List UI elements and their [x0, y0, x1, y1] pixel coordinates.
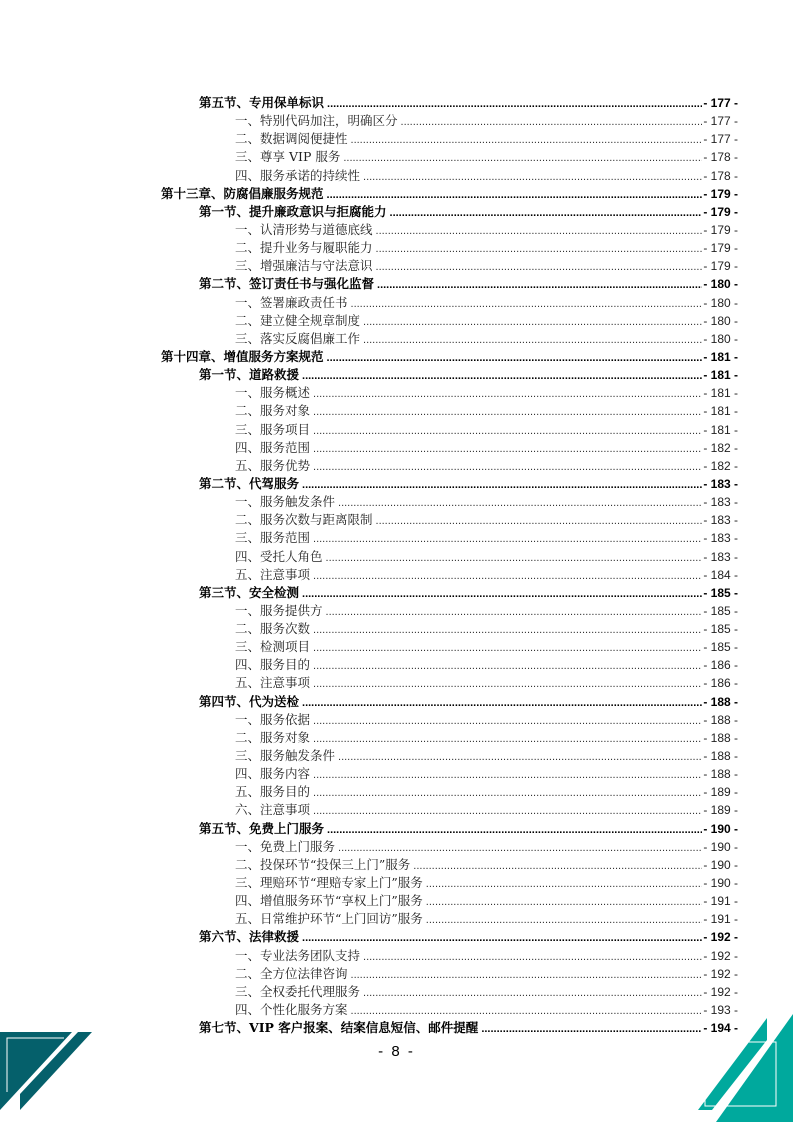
toc-entry-title: 三、检测项目 — [235, 639, 311, 655]
dot-leader — [343, 149, 702, 167]
toc-entry-page: - 180 - — [703, 313, 738, 328]
toc-entry-item[interactable] — [235, 892, 738, 910]
toc-entry-page: - 185 - — [703, 603, 738, 618]
toc-entry-item[interactable] — [235, 566, 738, 584]
toc-entry-page: - 192 - — [703, 930, 738, 945]
toc-entry-page: - 180 - — [703, 331, 738, 346]
toc-entry-item[interactable] — [235, 729, 738, 747]
dot-leader — [351, 1002, 703, 1020]
toc-entry-item[interactable] — [235, 874, 738, 892]
toc-entry-item[interactable] — [235, 511, 738, 529]
toc-entry-page: - 188 - — [703, 712, 738, 727]
dot-leader — [481, 1020, 702, 1038]
toc-entry-page: - 180 - — [703, 295, 738, 310]
toc-entry-title: 五、服务目的 — [235, 784, 311, 800]
toc-entry-page: - 183 - — [703, 549, 738, 564]
dot-leader — [401, 113, 703, 131]
toc-entry-title: 一、特别代码加注，明确区分 — [235, 113, 398, 129]
toc-entry-item[interactable] — [235, 384, 738, 402]
toc-entry-title: 四、服务内容 — [235, 766, 311, 782]
toc-entry-title: 二、全方位法律咨询 — [235, 965, 348, 981]
dot-leader — [302, 585, 702, 603]
toc-entry-section[interactable] — [199, 820, 738, 838]
toc-entry-title: 二、服务对象 — [235, 729, 311, 745]
dot-leader — [313, 530, 702, 548]
toc-entry-title: 第十四章、增值服务方案规范 — [161, 348, 324, 364]
dot-leader — [376, 240, 703, 258]
toc-entry-title: 二、提升业务与履职能力 — [235, 240, 373, 256]
toc-entry-item[interactable] — [235, 294, 738, 312]
toc-entry-item[interactable] — [235, 457, 738, 475]
toc-entry-page: - 192 - — [703, 966, 738, 981]
toc-entry-item[interactable] — [235, 402, 738, 420]
toc-entry-page: - 194 - — [703, 1021, 738, 1036]
toc-entry-page: - 179 - — [703, 259, 738, 274]
toc-entry-title: 第三节、安全检测 — [199, 584, 300, 600]
toc-entry-page: - 189 - — [703, 803, 738, 818]
dot-leader — [313, 639, 702, 657]
toc-entry-item[interactable] — [235, 620, 738, 638]
dot-leader — [313, 657, 702, 675]
toc-entry-title: 四、服务范围 — [235, 439, 311, 455]
toc-entry-title: 二、建立健全规章制度 — [235, 312, 361, 328]
toc-entry-section[interactable] — [199, 275, 738, 293]
toc-entry-item[interactable] — [235, 1001, 738, 1019]
toc-entry-item[interactable] — [235, 674, 738, 692]
toc-entry-page: - 178 - — [703, 168, 738, 183]
dot-leader — [313, 458, 702, 476]
toc-entry-page: - 184 - — [703, 567, 738, 582]
dot-leader — [326, 603, 703, 621]
toc-entry-section[interactable] — [199, 928, 738, 946]
toc-entry-title: 二、数据调阅便捷性 — [235, 131, 348, 147]
toc-entry-item[interactable] — [235, 801, 738, 819]
dot-leader — [313, 440, 702, 458]
toc-entry-page: - 188 - — [703, 767, 738, 782]
dot-leader — [327, 349, 703, 367]
toc-entry-item[interactable] — [235, 493, 738, 511]
toc-entry-title: 一、签署廉政责任书 — [235, 294, 348, 310]
toc-entry-page: - 190 - — [703, 857, 738, 872]
toc-entry-item[interactable] — [235, 783, 738, 801]
toc-entry-title: 二、服务次数 — [235, 621, 311, 637]
dot-leader — [363, 331, 702, 349]
toc-entry-page: - 193 - — [703, 1003, 738, 1017]
dot-leader — [313, 675, 702, 693]
dot-leader — [313, 422, 702, 440]
toc-entry-title: 三、服务项目 — [235, 421, 311, 437]
corner-decoration-bottom-right — [690, 1008, 793, 1122]
toc-entry-title: 第四节、代为送检 — [199, 693, 300, 709]
toc-entry-page: - 191 - — [703, 894, 738, 909]
toc-entry-page: - 191 - — [703, 912, 738, 927]
toc-entry-item[interactable] — [235, 602, 738, 620]
toc-entry-page: - 177 - — [703, 132, 738, 147]
toc-entry-page: - 186 - — [703, 676, 738, 691]
dot-leader — [313, 802, 702, 820]
toc-entry-page: - 178 - — [703, 150, 738, 165]
dot-leader — [363, 168, 702, 186]
toc-entry-item[interactable] — [235, 910, 738, 928]
toc-entry-item[interactable] — [235, 221, 738, 239]
dot-leader — [338, 839, 702, 857]
toc-entry-item[interactable] — [235, 965, 738, 983]
toc-entry-title: 第六节、法律救援 — [199, 929, 300, 945]
toc-entry-page: - 181 - — [703, 422, 738, 437]
dot-leader — [413, 857, 702, 875]
toc-entry-title: 一、认清形势与道德底线 — [235, 221, 373, 237]
toc-entry-page: - 179 - — [703, 186, 738, 201]
toc-entry-title: 三、服务触发条件 — [235, 748, 336, 764]
toc-entry-title: 第一节、提升廉政意识与拒腐能力 — [199, 203, 387, 219]
toc-entry-title: 第五节、专用保单标识 — [199, 95, 325, 110]
dot-leader — [426, 893, 703, 911]
toc-entry-item[interactable] — [235, 330, 738, 348]
dot-leader — [313, 567, 702, 585]
toc-entry-page: - 177 - — [703, 114, 738, 129]
toc-entry-page: - 186 - — [703, 658, 738, 673]
dot-leader — [426, 911, 703, 929]
dot-leader — [302, 367, 702, 385]
toc-entry-item[interactable] — [235, 638, 738, 656]
toc-entry-page: - 183 - — [703, 476, 738, 491]
toc-entry-title: 一、服务概述 — [235, 385, 311, 401]
dot-leader — [351, 295, 703, 313]
toc-entry-page: - 181 - — [703, 368, 738, 383]
toc-entry-item[interactable] — [235, 421, 738, 439]
dot-leader — [376, 258, 703, 276]
dot-leader — [313, 784, 702, 802]
toc-entry-title: 一、专业法务团队支持 — [235, 947, 361, 963]
toc-entry-title: 一、服务触发条件 — [235, 494, 336, 510]
toc-entry-title: 第七节、VIP 客户报案、结案信息短信、邮件提醒 — [199, 1020, 479, 1036]
toc-entry-item[interactable] — [235, 148, 738, 166]
toc-entry-page: - 183 - — [703, 495, 738, 510]
toc-entry-page: - 177 - — [703, 96, 738, 110]
dot-leader — [376, 512, 703, 530]
toc-entry-item[interactable] — [235, 312, 738, 330]
toc-entry-title: 四、服务目的 — [235, 657, 311, 673]
dot-leader — [363, 948, 702, 966]
dot-leader — [338, 748, 702, 766]
toc-entry-section[interactable] — [199, 693, 738, 711]
toc-entry-page: - 179 - — [703, 241, 738, 256]
toc-entry-page: - 185 - — [703, 585, 738, 600]
toc-entry-title: 五、注意事项 — [235, 675, 311, 691]
toc-entry-section[interactable] — [199, 1019, 738, 1037]
toc-entry-title: 第十三章、防腐倡廉服务规范 — [161, 185, 324, 201]
toc-entry-item[interactable] — [235, 765, 738, 783]
toc-entry-section[interactable] — [199, 475, 738, 493]
dot-leader — [363, 984, 702, 1002]
toc-entry-title: 三、增强廉洁与守法意识 — [235, 258, 373, 274]
toc-entry-item[interactable] — [235, 856, 738, 874]
toc-entry-title: 三、落实反腐倡廉工作 — [235, 330, 361, 346]
toc-entry-title: 四、受托人角色 — [235, 548, 323, 564]
toc-entry-section[interactable] — [199, 584, 738, 602]
toc-entry-title: 四、增值服务环节“享权上门”服务 — [235, 893, 423, 909]
toc-entry-page: - 180 - — [703, 277, 738, 292]
toc-entry-item[interactable] — [235, 167, 738, 185]
dot-leader — [302, 694, 702, 712]
dot-leader — [313, 766, 702, 784]
toc-entry-page: - 181 - — [703, 386, 738, 401]
toc-entry-item[interactable] — [235, 130, 738, 148]
toc-entry-section[interactable] — [199, 94, 738, 112]
dot-leader — [302, 476, 702, 494]
toc-entry-title: 三、全权委托代理服务 — [235, 983, 361, 999]
toc-entry-page: - 183 - — [703, 513, 738, 528]
dot-leader — [390, 204, 703, 222]
corner-decoration-bottom-left — [0, 1022, 110, 1122]
dot-leader — [426, 875, 703, 893]
toc-entry-item[interactable] — [235, 529, 738, 547]
toc-entry-page: - 181 - — [703, 404, 738, 419]
toc-entry-page: - 183 - — [703, 531, 738, 546]
toc-entry-title: 第五节、免费上门服务 — [199, 820, 325, 836]
toc-entry-chapter[interactable] — [161, 348, 738, 366]
toc-entry-item[interactable] — [235, 747, 738, 765]
toc-entry-title: 六、注意事项 — [235, 802, 311, 818]
dot-leader — [313, 621, 702, 639]
dot-leader — [313, 730, 702, 748]
toc-entry-title: 一、免费上门服务 — [235, 838, 336, 854]
dot-leader — [313, 385, 702, 403]
toc-entry-page: - 192 - — [703, 948, 738, 963]
toc-entry-item[interactable] — [235, 838, 738, 856]
toc-entry-title: 三、服务范围 — [235, 530, 311, 546]
toc-entry-title: 三、理赔环节“理赔专家上门”服务 — [235, 875, 423, 891]
toc-entry-section[interactable] — [199, 203, 738, 221]
dot-leader — [351, 131, 703, 149]
toc-entry-item[interactable] — [235, 947, 738, 965]
toc-entry-page: - 190 - — [703, 839, 738, 854]
toc-entry-page: - 182 - — [703, 458, 738, 473]
toc-entry-title: 五、服务优势 — [235, 457, 311, 473]
toc-entry-title: 二、投保环节“投保三上门”服务 — [235, 856, 411, 872]
toc-entry-item[interactable] — [235, 548, 738, 566]
toc-entry-title: 第二节、代驾服务 — [199, 475, 300, 491]
toc-entry-page: - 188 - — [703, 749, 738, 764]
toc-entry-page: - 179 - — [703, 204, 738, 219]
toc-entry-title: 一、服务依据 — [235, 711, 311, 727]
toc-entry-page: - 192 - — [703, 984, 738, 999]
dot-leader — [351, 966, 703, 984]
toc-entry-page: - 181 - — [703, 349, 738, 364]
toc-entry-page: - 185 - — [703, 622, 738, 637]
dot-leader — [326, 549, 703, 567]
toc-entry-title: 一、服务提供方 — [235, 602, 323, 618]
dot-leader — [313, 712, 702, 730]
toc-entry-item[interactable] — [235, 239, 738, 257]
dot-leader — [302, 929, 702, 947]
toc-entry-item[interactable] — [235, 439, 738, 457]
toc-entry-item[interactable] — [235, 112, 738, 130]
dot-leader — [376, 222, 703, 240]
dot-leader — [338, 494, 702, 512]
toc-entry-page: - 188 - — [703, 730, 738, 745]
toc-entry-title: 第二节、签订责任书与强化监督 — [199, 276, 375, 292]
toc-entry-title: 第一节、道路救援 — [199, 367, 300, 383]
toc-entry-title: 五、注意事项 — [235, 566, 311, 582]
toc-entry-title: 三、尊享 VIP 服务 — [235, 149, 341, 165]
toc-entry-page: - 179 - — [703, 222, 738, 237]
toc-entry-page: - 190 - — [703, 821, 738, 836]
toc-entry-item[interactable] — [235, 711, 738, 729]
toc-entry-title: 二、服务次数与距离限制 — [235, 512, 373, 528]
dot-leader — [327, 95, 702, 113]
toc-entry-page: - 189 - — [703, 785, 738, 800]
dot-leader — [363, 313, 702, 331]
toc-entry-title: 四、服务承诺的持续性 — [235, 167, 361, 183]
dot-leader — [327, 186, 703, 204]
toc-entry-item[interactable] — [235, 983, 738, 1001]
dot-leader — [377, 276, 702, 294]
dot-leader — [327, 821, 702, 839]
toc-entry-item[interactable] — [235, 257, 738, 275]
toc-entry-title: 四、个性化服务方案 — [235, 1002, 348, 1017]
toc-entry-title: 五、日常维护环节“上门回访”服务 — [235, 911, 423, 927]
page-number: - 8 - — [378, 1043, 415, 1060]
toc-entry-section[interactable] — [199, 366, 738, 384]
toc-entry-page: - 188 - — [703, 694, 738, 709]
toc-entry-chapter[interactable] — [161, 185, 738, 203]
toc-entry-page: - 190 - — [703, 876, 738, 891]
toc-entry-item[interactable] — [235, 656, 738, 674]
dot-leader — [313, 403, 702, 421]
toc-entry-page: - 185 - — [703, 640, 738, 655]
toc-entry-page: - 182 - — [703, 440, 738, 455]
toc-entry-title: 二、服务对象 — [235, 403, 311, 419]
